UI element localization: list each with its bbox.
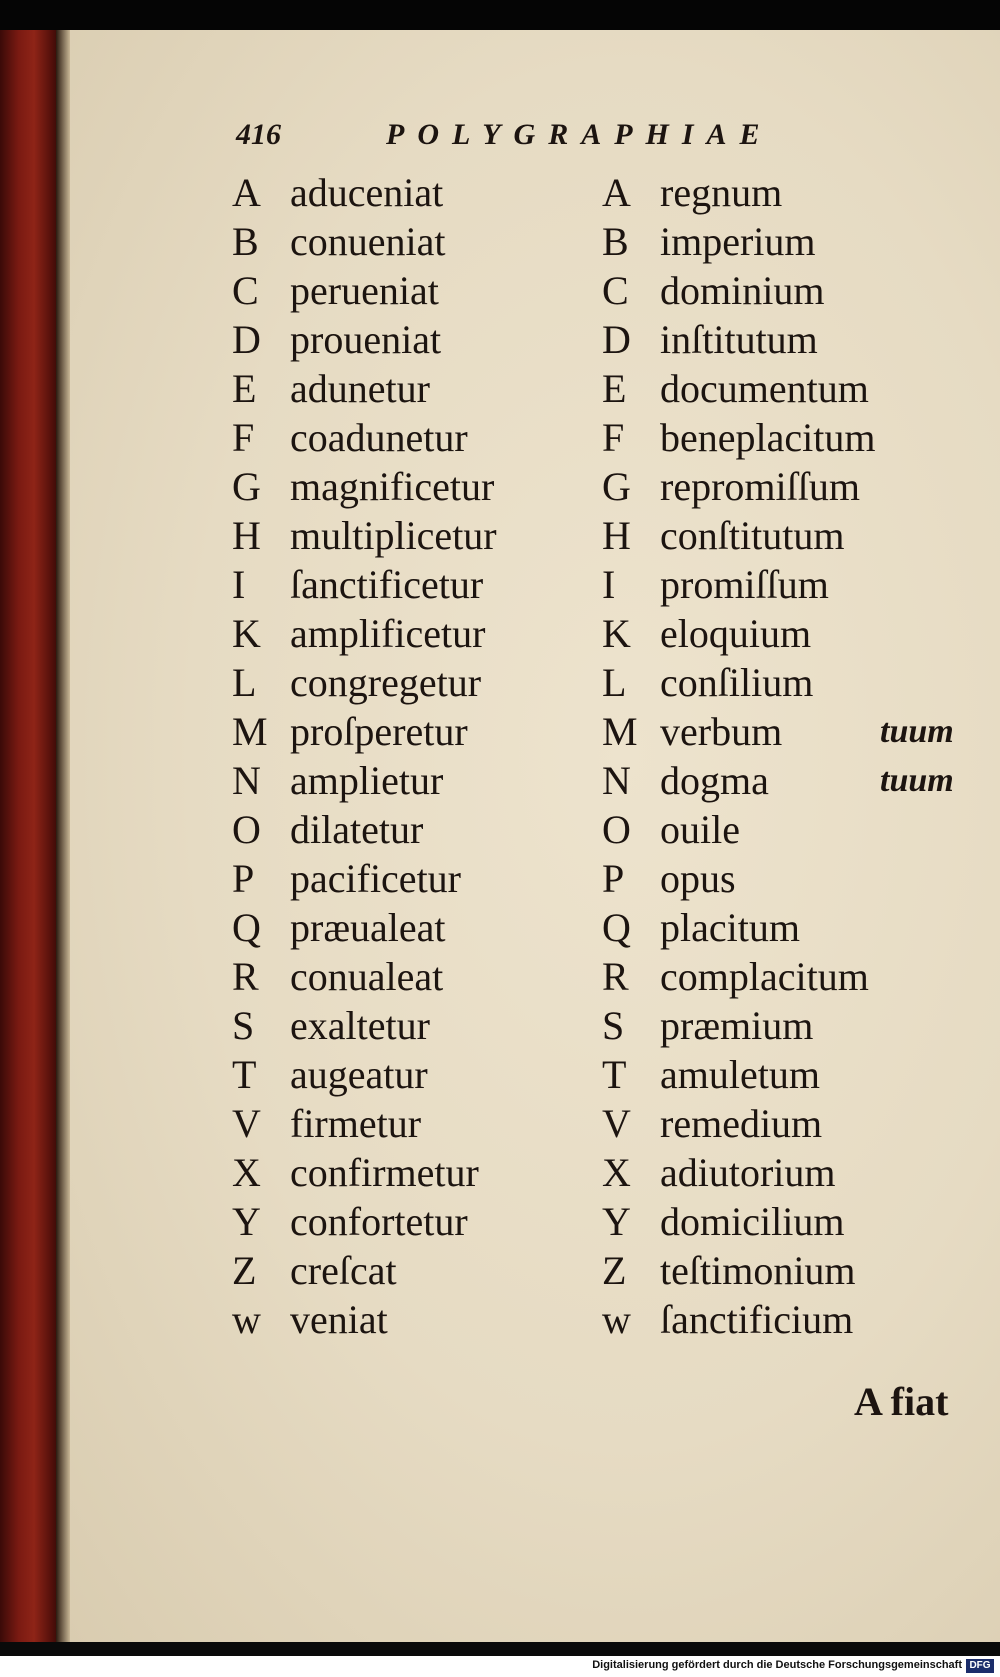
cipher-word: præmium: [660, 1003, 814, 1048]
cipher-letter: S: [602, 1003, 625, 1048]
cipher-word: conualeat: [290, 954, 444, 999]
cipher-word: ſanctificetur: [290, 562, 484, 607]
right-column-row: [602, 413, 875, 462]
cipher-letter: Z: [232, 1248, 257, 1293]
cipher-word: conſilium: [660, 660, 814, 705]
left-column-row: [232, 217, 497, 266]
right-column-row: [602, 903, 875, 952]
cipher-word: verbum: [660, 709, 783, 754]
left-column-row: [232, 952, 497, 1001]
right-column-row: [602, 1148, 875, 1197]
book-spine: [0, 30, 62, 1650]
cipher-letter: H: [602, 513, 631, 558]
left-column-row: [232, 168, 497, 217]
right-column-row: [602, 854, 875, 903]
cipher-letter: I: [602, 562, 616, 607]
left-column-row: [232, 1050, 497, 1099]
cipher-word: opus: [660, 856, 736, 901]
cipher-letter: T: [602, 1052, 627, 1097]
left-column-row: [232, 315, 497, 364]
left-column-row: [232, 462, 497, 511]
page-header: [236, 118, 836, 158]
cipher-word: dogma: [660, 758, 769, 803]
cipher-word: augeatur: [290, 1052, 428, 1097]
cipher-word: confirmetur: [290, 1150, 479, 1195]
left-column-row: [232, 903, 497, 952]
right-column-row: [602, 168, 875, 217]
cipher-word: exaltetur: [290, 1003, 430, 1048]
left-column-row: [232, 560, 497, 609]
cipher-word: beneplacitum: [660, 415, 876, 460]
right-column-row: [602, 609, 875, 658]
left-column-row: [232, 609, 497, 658]
left-column-row: [232, 756, 497, 805]
cipher-letter: I: [232, 562, 246, 607]
left-column-row: [232, 413, 497, 462]
cipher-word: aduceniat: [290, 170, 444, 215]
margin-suffix: tuum: [880, 713, 954, 750]
running-title: POLYGRAPHIAE: [386, 118, 773, 151]
margin-suffix: tuum: [880, 762, 954, 799]
cipher-letter: D: [602, 317, 631, 362]
cipher-letter: w: [232, 1297, 261, 1342]
cipher-word: proueniat: [290, 317, 442, 362]
left-column-row: [232, 658, 497, 707]
cipher-letter: H: [232, 513, 261, 558]
dfg-logo: DFG: [966, 1659, 994, 1673]
cipher-word: pacificetur: [290, 856, 461, 901]
cipher-word: amplietur: [290, 758, 444, 803]
cipher-letter: E: [602, 366, 627, 411]
right-column-row: [602, 1246, 875, 1295]
cipher-word: multiplicetur: [290, 513, 497, 558]
right-column-row: [602, 315, 875, 364]
left-column-row: [232, 1197, 497, 1246]
cipher-letter: G: [232, 464, 261, 509]
cipher-word: domicilium: [660, 1199, 845, 1244]
cipher-letter: G: [602, 464, 631, 509]
left-column-row: [232, 266, 497, 315]
left-column-row: [232, 1246, 497, 1295]
page-number: 416: [236, 118, 281, 151]
cipher-letter: R: [232, 954, 259, 999]
cipher-letter: C: [232, 268, 259, 313]
cipher-word: remedium: [660, 1101, 823, 1146]
right-column-row: [602, 707, 954, 756]
right-column-row: [602, 560, 875, 609]
cipher-letter: B: [232, 219, 259, 264]
cipher-letter: K: [602, 611, 631, 656]
catchword: A fiat: [854, 1379, 949, 1424]
left-column-row: [232, 364, 497, 413]
digitization-credit: Digitalisierung gefördert durch die Deutsche Forschungsgemeinschaft: [592, 1659, 962, 1671]
cipher-letter: X: [232, 1150, 261, 1195]
cipher-letter: Z: [602, 1248, 627, 1293]
cipher-letter: F: [232, 415, 255, 460]
right-column-row: [602, 364, 875, 413]
cipher-letter: R: [602, 954, 629, 999]
cipher-letter: P: [602, 856, 625, 901]
right-column-row: [602, 217, 875, 266]
cipher-letter: M: [232, 709, 268, 754]
right-column-row: [602, 462, 875, 511]
cipher-letter: T: [232, 1052, 257, 1097]
right-column-row: [602, 1050, 875, 1099]
cipher-word: conueniat: [290, 219, 446, 264]
cipher-word: ouile: [660, 807, 740, 852]
cipher-word: confortetur: [290, 1199, 468, 1244]
cipher-word: amplificetur: [290, 611, 486, 656]
cipher-word: conſtitutum: [660, 513, 845, 558]
right-column-row: [602, 1295, 875, 1344]
left-column-row: [232, 805, 497, 854]
cipher-letter: S: [232, 1003, 255, 1048]
right-column: [602, 168, 954, 1344]
right-column-row: [602, 266, 875, 315]
cipher-word: adunetur: [290, 366, 430, 411]
left-column-row: [232, 707, 497, 756]
cipher-word: congregetur: [290, 660, 482, 705]
cipher-word: complacitum: [660, 954, 869, 999]
cipher-letter: D: [232, 317, 261, 362]
cipher-letter: Y: [602, 1199, 631, 1244]
cipher-word: adiutorium: [660, 1150, 836, 1195]
left-column-row: [232, 511, 497, 560]
right-column-row: [602, 805, 875, 854]
cipher-word: placitum: [660, 905, 800, 950]
cipher-word: inſtitutum: [660, 317, 818, 362]
cipher-letter: A: [602, 170, 631, 215]
cipher-word: magnificetur: [290, 464, 495, 509]
right-column-row: [602, 658, 875, 707]
cipher-letter: L: [232, 660, 257, 705]
cipher-word: documentum: [660, 366, 869, 411]
right-column-row: [602, 952, 875, 1001]
left-column-row: [232, 854, 497, 903]
cipher-word: dominium: [660, 268, 825, 313]
cipher-letter: Q: [602, 905, 631, 950]
right-column-row: [602, 1197, 875, 1246]
top-dark-band: [0, 0, 1000, 34]
cipher-letter: N: [232, 758, 261, 803]
left-column-row: [232, 1001, 497, 1050]
right-column-row: [602, 511, 875, 560]
cipher-word: imperium: [660, 219, 816, 264]
right-column-row: [602, 756, 954, 805]
cipher-word: coadunetur: [290, 415, 468, 460]
cipher-letter: E: [232, 366, 257, 411]
left-column-row: [232, 1295, 497, 1344]
right-column-row: [602, 1099, 875, 1148]
page-gutter: [56, 30, 70, 1650]
cipher-word: promiſſum: [660, 562, 829, 607]
cipher-letter: Y: [232, 1199, 261, 1244]
cipher-letter: M: [602, 709, 638, 754]
cipher-word: teſtimonium: [660, 1248, 856, 1293]
cipher-word: perueniat: [290, 268, 439, 313]
cipher-letter: w: [602, 1297, 631, 1342]
cipher-word: amuletum: [660, 1052, 820, 1097]
cipher-word: firmetur: [290, 1101, 422, 1146]
cipher-letter: K: [232, 611, 261, 656]
cipher-letter: V: [602, 1101, 631, 1146]
cipher-word: eloquium: [660, 611, 812, 656]
cipher-letter: Q: [232, 905, 261, 950]
cipher-letter: C: [602, 268, 629, 313]
cipher-letter: B: [602, 219, 629, 264]
cipher-word: creſcat: [290, 1248, 397, 1293]
cipher-letter: O: [232, 807, 261, 852]
cipher-letter: F: [602, 415, 625, 460]
cipher-word: repromiſſum: [660, 464, 860, 509]
left-column: [232, 168, 497, 1344]
cipher-letter: O: [602, 807, 631, 852]
cipher-word: veniat: [290, 1297, 388, 1342]
cipher-letter: N: [602, 758, 631, 803]
cipher-word: regnum: [660, 170, 783, 215]
cipher-letter: V: [232, 1101, 261, 1146]
cipher-word: præualeat: [290, 905, 446, 950]
right-column-row: [602, 1001, 875, 1050]
cipher-letter: L: [602, 660, 627, 705]
cipher-letter: X: [602, 1150, 631, 1195]
cipher-word: proſperetur: [290, 709, 468, 754]
cipher-word: dilatetur: [290, 807, 424, 852]
cipher-letter: A: [232, 170, 261, 215]
left-column-row: [232, 1099, 497, 1148]
cipher-letter: P: [232, 856, 255, 901]
left-column-row: [232, 1148, 497, 1197]
cipher-word: ſanctificium: [660, 1297, 854, 1342]
